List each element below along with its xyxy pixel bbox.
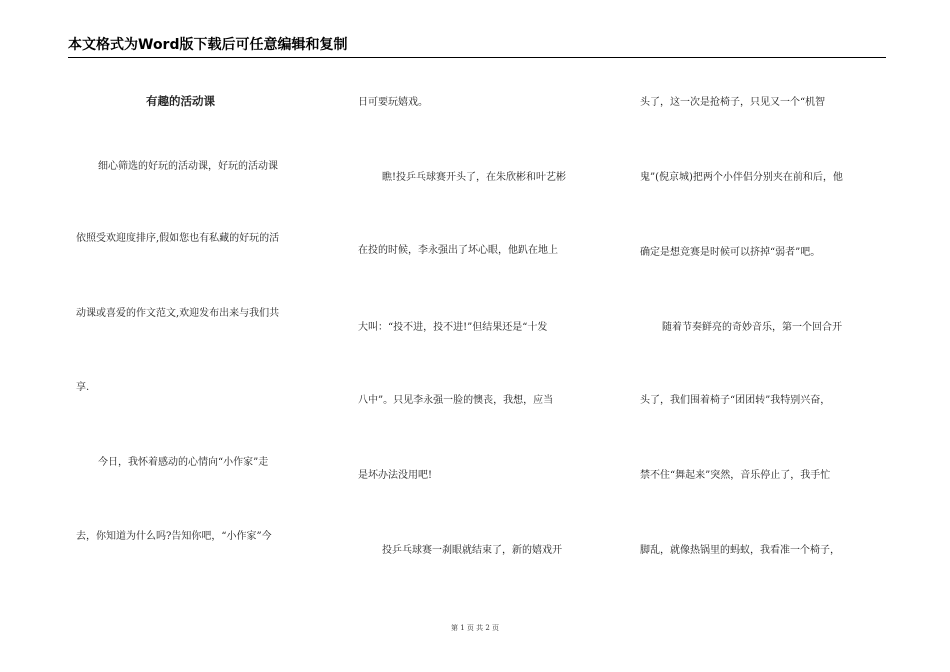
page-footer (0, 623, 950, 633)
text-line: 头了，这一次是抢椅子，只见又一个“机智 (640, 97, 826, 108)
text-line: 今日，我怀着感动的心情向“小作家”走 (98, 457, 269, 468)
document-header (68, 34, 886, 58)
text-line: 头了，我们围着椅子“团团转”我特别兴奋， (640, 395, 831, 406)
text-line: 去，你知道为什么吗?告知你吧，“小作家”今 (76, 531, 272, 542)
text-line: 随着节奏鲜亮的奇妙音乐，第一个回合开 (662, 322, 842, 333)
text-line: 是坏办法没用吧! (358, 470, 433, 481)
text-line: 八中”。只见李永强一脸的懊丧，我想，应当 (358, 395, 554, 406)
article-title: 有趣的活动课 (146, 94, 215, 108)
text-line: 投乒乓球赛一刹眼就结束了，新的嬉戏开 (382, 545, 562, 556)
text-line: 脚乱，就像热锅里的蚂蚁，我看准一个椅子， (640, 545, 840, 556)
text-line: 细心筛选的好玩的活动课，好玩的活动课 (98, 161, 278, 172)
text-line: 日可要玩嬉戏。 (358, 97, 428, 108)
text-line: 依照受欢迎度排序,假如您也有私藏的好玩的活 (76, 233, 280, 244)
text-line: 大叫：“投不进，投不进!”但结果还是“十发 (358, 322, 548, 333)
text-line: 确定是想竞赛是时候可以挤掉“弱者”吧。 (640, 247, 821, 258)
text-line: 动课或喜爱的作文范文,欢迎发布出来与我们共 (76, 308, 280, 319)
text-line: 禁不住“舞起来”突然，音乐停止了，我手忙 (640, 470, 831, 481)
page-number: 第 1 页 共 2 页 (450, 624, 500, 632)
text-line: 瞧!投乒乓球赛开头了，在朱欣彬和叶艺彬 (382, 172, 567, 183)
header-title: 本文格式为Word版下载后可任意编辑和复制 (68, 37, 348, 53)
text-line: 鬼”(倪京城)把两个小伴侣分别夹在前和后，他 (640, 172, 843, 183)
text-line: 享. (76, 382, 90, 393)
text-line: 在投的时候，李永强出了坏心眼，他趴在地上 (358, 245, 558, 256)
